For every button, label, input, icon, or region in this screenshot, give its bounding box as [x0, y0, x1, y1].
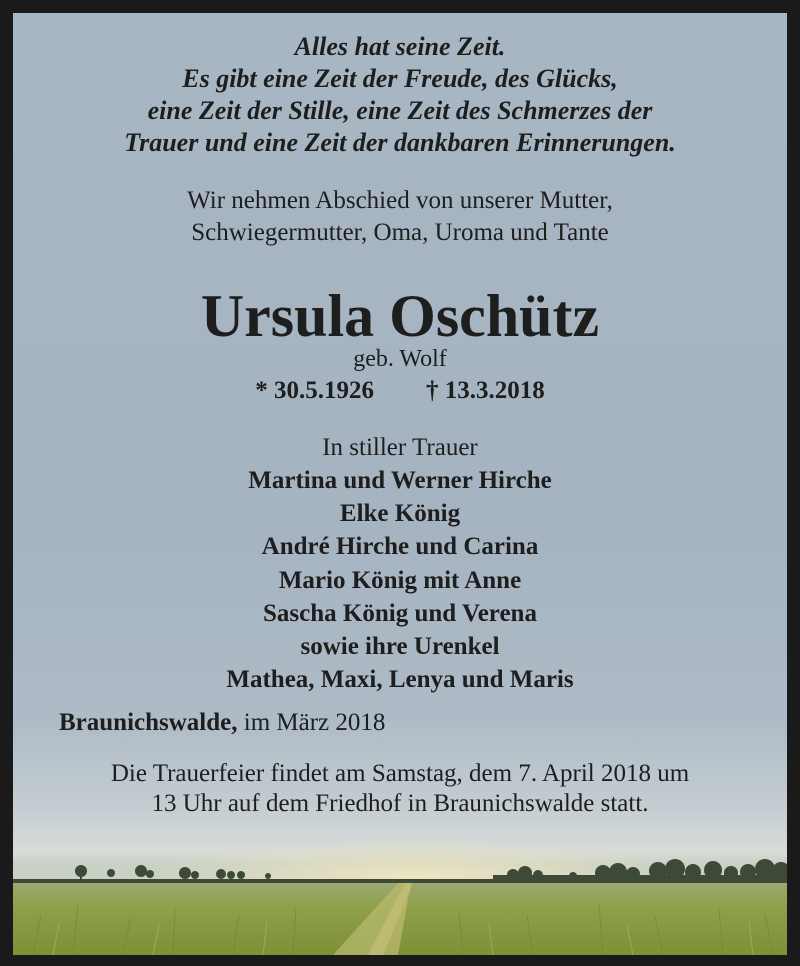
- mourner-name: Mathea, Maxi, Lenya und Maris: [226, 666, 574, 694]
- birth-name: geb. Wolf: [353, 346, 447, 372]
- birth-date: * 30.5.1926: [255, 377, 374, 404]
- intro-line: Wir nehmen Abschied von unserer Mutter,: [187, 187, 613, 214]
- funeral-line: Die Trauerfeier findet am Samstag, dem 7. April 2018 um: [110, 760, 690, 787]
- poem-line: eine Zeit der Stille, eine Zeit des Schmerzes der: [147, 96, 653, 125]
- poem-line: Es gibt eine Zeit der Freude, des Glücks,: [182, 64, 618, 93]
- death-date: † 13.3.2018: [426, 377, 545, 404]
- mourner-name: Elke König: [339, 500, 461, 528]
- funeral-line: 13 Uhr auf dem Friedhof in Braunichswalde statt.: [151, 790, 649, 817]
- funeral-notice: [13, 759, 787, 819]
- deceased-name: Ursula Oschütz: [200, 283, 600, 349]
- poem-line: Trauer und eine Zeit der dankbaren Erinnerungen.: [124, 128, 676, 157]
- intro-line: Schwiegermutter, Oma, Uroma und Tante: [191, 219, 609, 246]
- field-landscape-image: [13, 845, 787, 955]
- mourner-name: Sascha König und Verena: [263, 599, 537, 627]
- mourners-list: [13, 464, 787, 696]
- mourner-name: Mario König mit Anne: [278, 566, 522, 594]
- mourner-name: sowie ihre Urenkel: [300, 633, 500, 661]
- life-dates: [13, 375, 787, 407]
- place-town: Braunichswalde,: [59, 709, 238, 736]
- place-month: im März 2018: [237, 709, 386, 736]
- farewell-intro: [13, 185, 787, 249]
- mourners-intro: In stiller Trauer: [322, 434, 478, 461]
- poem-line: Alles hat seine Zeit.: [294, 32, 506, 61]
- poem: [13, 31, 787, 159]
- mourner-name: Martina und Werner Hirche: [248, 467, 552, 494]
- place-date: [59, 707, 385, 739]
- mourner-name: André Hirche und Carina: [261, 533, 539, 561]
